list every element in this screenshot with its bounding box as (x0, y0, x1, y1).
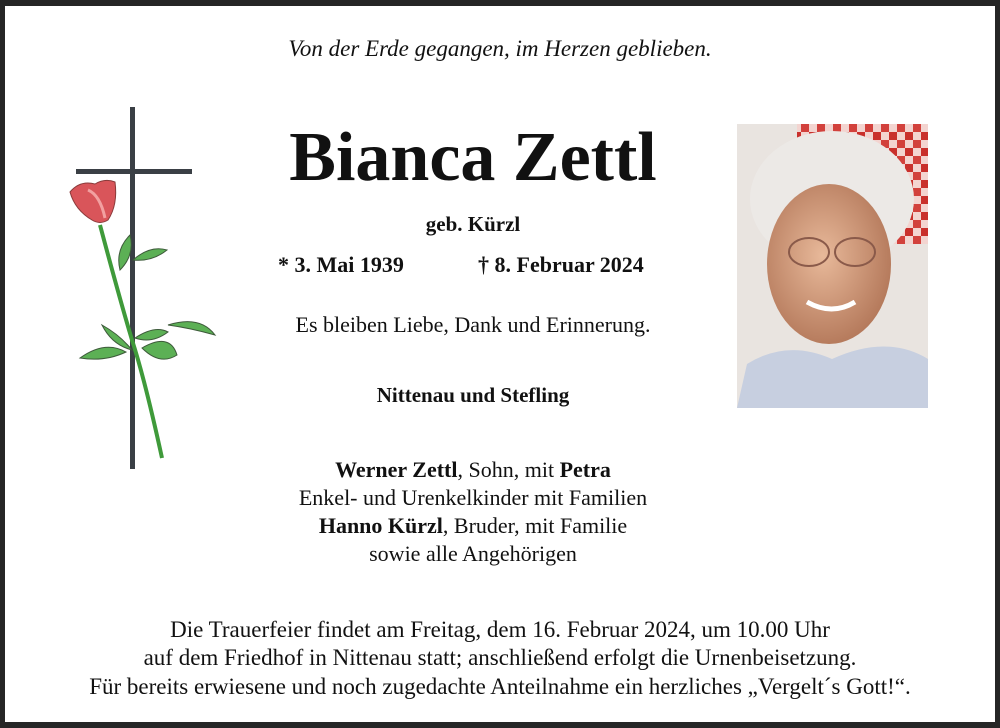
mourner-name: Hanno Kürzl (318, 513, 443, 538)
mourner-relation: , Sohn, mit (457, 457, 560, 482)
mourner-partner: Petra (559, 457, 611, 482)
leaf (135, 330, 168, 340)
cross-vertical-bar (130, 107, 135, 469)
leaf (168, 322, 215, 335)
leaf (142, 341, 177, 359)
mourner-line (226, 513, 720, 539)
mourner-name: Werner Zettl (335, 457, 458, 482)
funeral-info-line: auf dem Friedhof in Nittenau statt; anschließend erfolgt die Urnenbeisetzung. (143, 645, 857, 670)
leaf (133, 249, 167, 261)
leaf (119, 235, 132, 270)
mourner-line: sowie alle Angehörigen (369, 541, 577, 566)
maiden-name: geb. Kürzl (425, 212, 521, 236)
deceased-name: Bianca Zettl (289, 119, 657, 196)
birth-date: * 3. Mai 1939 (278, 252, 404, 277)
portrait-photo (737, 124, 928, 408)
leaf (80, 347, 126, 359)
funeral-info-line: Die Trauerfeier findet am Freitag, dem 16. Februar 2024, um 10.00 Uhr (170, 617, 830, 642)
thanks-line: Für bereits erwiesene und noch zugedachte Anteilnahme ein herzliches „Vergelt´s Gott!“. (89, 674, 911, 699)
death-date: † 8. Februar 2024 (478, 252, 644, 277)
mourner-line: Enkel- und Urenkelkinder mit Familien (298, 485, 648, 510)
mourner-line (226, 457, 720, 483)
cross-with-rose-illustration (60, 100, 240, 480)
mourner-relation: , Bruder, mit Familie (442, 513, 628, 538)
places: Nittenau und Stefling (376, 383, 570, 407)
cross-horizontal-bar (76, 169, 192, 174)
remembrance-line: Es bleiben Liebe, Dank und Erinnerung. (295, 312, 651, 337)
motto: Von der Erde gegangen, im Herzen geblieben. (288, 36, 712, 61)
rose-bloom (70, 180, 116, 222)
